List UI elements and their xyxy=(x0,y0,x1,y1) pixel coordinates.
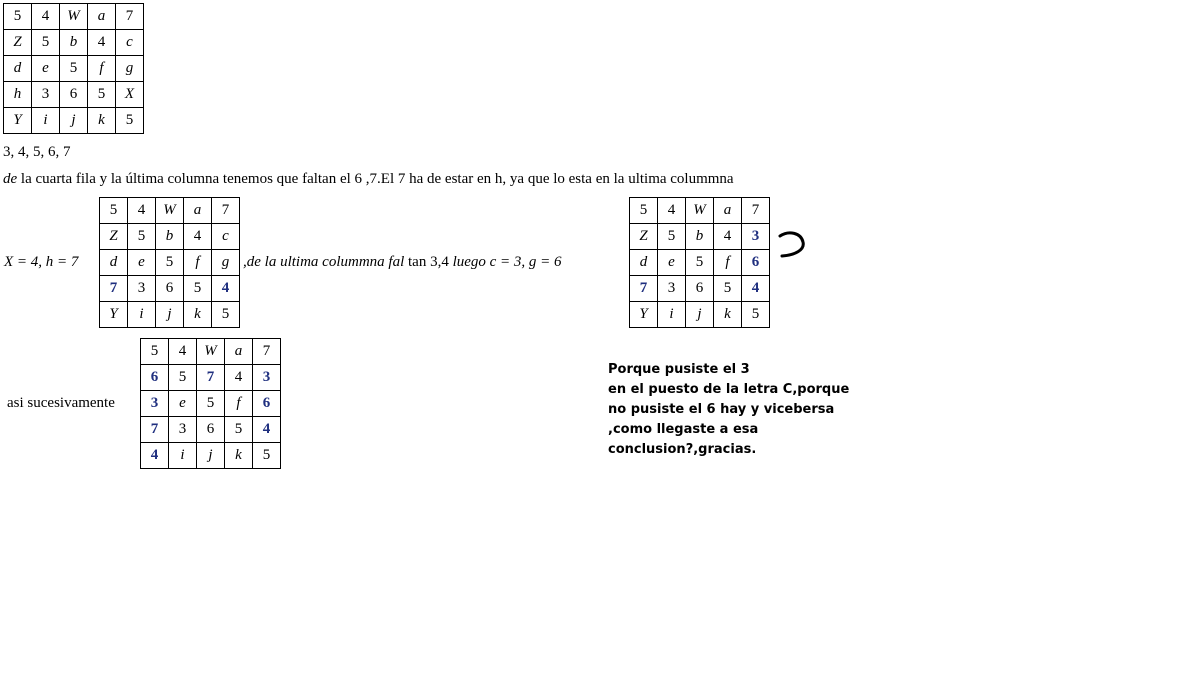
question-line-4: ,como llegaste a esa xyxy=(608,422,759,437)
grid-cell: 5 xyxy=(212,302,240,328)
grid-cell: 6 xyxy=(742,250,770,276)
grid-cell: 5 xyxy=(32,30,60,56)
grid-cell: b xyxy=(60,30,88,56)
grid-cell: i xyxy=(32,108,60,134)
grid-cell: 3 xyxy=(658,276,686,302)
grid-cell: 6 xyxy=(253,391,281,417)
grid-cell: 5 xyxy=(630,198,658,224)
question-line-3: no pusiste el 6 hay y vicebersa xyxy=(608,402,835,417)
grid-cell: 5 xyxy=(686,250,714,276)
grid-cell: 4 xyxy=(253,417,281,443)
grid-cell: 4 xyxy=(742,276,770,302)
grid-cell: c xyxy=(212,224,240,250)
grid-cell: e xyxy=(32,56,60,82)
grid-cell: i xyxy=(169,443,197,469)
grid-cell: 5 xyxy=(60,56,88,82)
xh-equation: X = 4, h = 7 xyxy=(4,254,79,270)
grid-4 xyxy=(140,338,281,469)
grid-cell: c xyxy=(116,30,144,56)
deduction-italic-1: ,de la ultima colummna fal xyxy=(243,254,405,270)
grid-cell: 6 xyxy=(60,82,88,108)
grid-cell: 5 xyxy=(742,302,770,328)
grid-cell: 7 xyxy=(197,365,225,391)
grid-cell: j xyxy=(156,302,184,328)
grid-cell: 5 xyxy=(141,339,169,365)
grid-cell: 5 xyxy=(714,276,742,302)
grid-cell: 3 xyxy=(141,391,169,417)
grid-cell: Z xyxy=(630,224,658,250)
grid-cell: 4 xyxy=(184,224,212,250)
grid-cell: e xyxy=(658,250,686,276)
grid-cell: 3 xyxy=(742,224,770,250)
grid-cell: Y xyxy=(4,108,32,134)
grid-cell: 4 xyxy=(128,198,156,224)
grid-cell: 5 xyxy=(128,224,156,250)
grid-cell: 6 xyxy=(141,365,169,391)
grid-cell: 3 xyxy=(32,82,60,108)
grid-cell: 3 xyxy=(128,276,156,302)
grid-cell: W xyxy=(197,339,225,365)
grid-row xyxy=(630,302,770,328)
deduction-italic-2: luego c = 3, g = 6 xyxy=(452,254,562,270)
grid-cell: 5 xyxy=(116,108,144,134)
grid-cell: f xyxy=(714,250,742,276)
grid-cell: i xyxy=(128,302,156,328)
grid-cell: 4 xyxy=(212,276,240,302)
grid-cell: h xyxy=(4,82,32,108)
grid-cell: f xyxy=(184,250,212,276)
grid-row xyxy=(630,276,770,302)
grid-row xyxy=(141,365,281,391)
grid-cell: g xyxy=(116,56,144,82)
question-line-1: Porque pusiste el 3 xyxy=(608,362,750,377)
grid-cell: 7 xyxy=(253,339,281,365)
grid-row xyxy=(141,391,281,417)
grid-cell: b xyxy=(156,224,184,250)
grid-cell: d xyxy=(100,250,128,276)
grid-cell: Z xyxy=(4,30,32,56)
explanation-de: de xyxy=(3,171,18,187)
grid-cell: 5 xyxy=(156,250,184,276)
grid-cell: f xyxy=(88,56,116,82)
grid-cell: 5 xyxy=(100,198,128,224)
grid-cell: d xyxy=(630,250,658,276)
grid-cell: 7 xyxy=(212,198,240,224)
grid-row xyxy=(100,198,240,224)
bracket-mark-icon xyxy=(775,228,815,264)
explanation-line xyxy=(3,171,734,188)
grid-cell: i xyxy=(658,302,686,328)
grid-1 xyxy=(3,3,144,134)
grid-cell: k xyxy=(225,443,253,469)
grid-cell: j xyxy=(197,443,225,469)
grid-cell: k xyxy=(88,108,116,134)
grid-3 xyxy=(629,197,770,328)
grid-row xyxy=(141,443,281,469)
grid-cell: 6 xyxy=(156,276,184,302)
grid-cell: d xyxy=(4,56,32,82)
grid-cell: Y xyxy=(100,302,128,328)
grid-cell: 4 xyxy=(658,198,686,224)
grid-cell: 5 xyxy=(184,276,212,302)
asi-sucesivamente: asi sucesivamente xyxy=(7,395,115,411)
numbers-line xyxy=(3,144,71,161)
grid-cell: f xyxy=(225,391,253,417)
grid-row xyxy=(100,250,240,276)
grid-row xyxy=(630,250,770,276)
question-line-5: conclusion?,gracias. xyxy=(608,442,757,457)
grid-cell: 5 xyxy=(253,443,281,469)
grid-row xyxy=(4,4,144,30)
grid-cell: a xyxy=(714,198,742,224)
grid-cell: 7 xyxy=(630,276,658,302)
grid-cell: 5 xyxy=(88,82,116,108)
grid-cell: 6 xyxy=(686,276,714,302)
grid-cell: 6 xyxy=(197,417,225,443)
grid-cell: W xyxy=(686,198,714,224)
grid-cell: a xyxy=(184,198,212,224)
grid-cell: 7 xyxy=(100,276,128,302)
grid-cell: W xyxy=(60,4,88,30)
grid-cell: 4 xyxy=(169,339,197,365)
grid-cell: 7 xyxy=(141,417,169,443)
grid-cell: k xyxy=(714,302,742,328)
grid-row xyxy=(100,302,240,328)
grid-cell: 3 xyxy=(169,417,197,443)
numbers-text: 3, 4, 5, 6, 7 xyxy=(3,144,71,160)
grid-cell: g xyxy=(212,250,240,276)
grid-row xyxy=(630,224,770,250)
grid-cell: k xyxy=(184,302,212,328)
grid-cell: 5 xyxy=(169,365,197,391)
grid-row xyxy=(100,276,240,302)
grid-row xyxy=(4,56,144,82)
grid-cell: j xyxy=(60,108,88,134)
grid-row xyxy=(4,108,144,134)
grid-cell: a xyxy=(88,4,116,30)
grid-cell: 5 xyxy=(197,391,225,417)
grid-cell: 3 xyxy=(253,365,281,391)
grid-cell: 4 xyxy=(32,4,60,30)
grid-cell: 7 xyxy=(742,198,770,224)
explanation-text: la cuarta fila y la última columna tenemos que faltan el 6 ,7.El 7 ha de estar en h, ya que lo esta en la ultima colummna xyxy=(17,171,734,187)
grid-cell: 4 xyxy=(225,365,253,391)
grid-row xyxy=(4,82,144,108)
deduction-tan: tan 3,4 xyxy=(404,254,453,270)
grid-cell: a xyxy=(225,339,253,365)
grid-row xyxy=(4,30,144,56)
grid-row xyxy=(141,339,281,365)
grid-cell: Y xyxy=(630,302,658,328)
grid-cell: Z xyxy=(100,224,128,250)
grid-cell: j xyxy=(686,302,714,328)
grid-cell: 4 xyxy=(88,30,116,56)
grid-cell: 5 xyxy=(225,417,253,443)
grid-row xyxy=(630,198,770,224)
grid-row xyxy=(100,224,240,250)
grid-cell: 4 xyxy=(714,224,742,250)
grid-cell: W xyxy=(156,198,184,224)
grid-cell: 5 xyxy=(658,224,686,250)
deduction-line xyxy=(243,254,562,271)
question-text xyxy=(608,360,849,460)
grid-cell: e xyxy=(128,250,156,276)
grid-cell: b xyxy=(686,224,714,250)
grid-row xyxy=(141,417,281,443)
grid-cell: X xyxy=(116,82,144,108)
grid-cell: e xyxy=(169,391,197,417)
grid-cell: 4 xyxy=(141,443,169,469)
grid-cell: 7 xyxy=(116,4,144,30)
grid-2 xyxy=(99,197,240,328)
question-line-2: en el puesto de la letra C,porque xyxy=(608,382,850,397)
grid-cell: 5 xyxy=(4,4,32,30)
